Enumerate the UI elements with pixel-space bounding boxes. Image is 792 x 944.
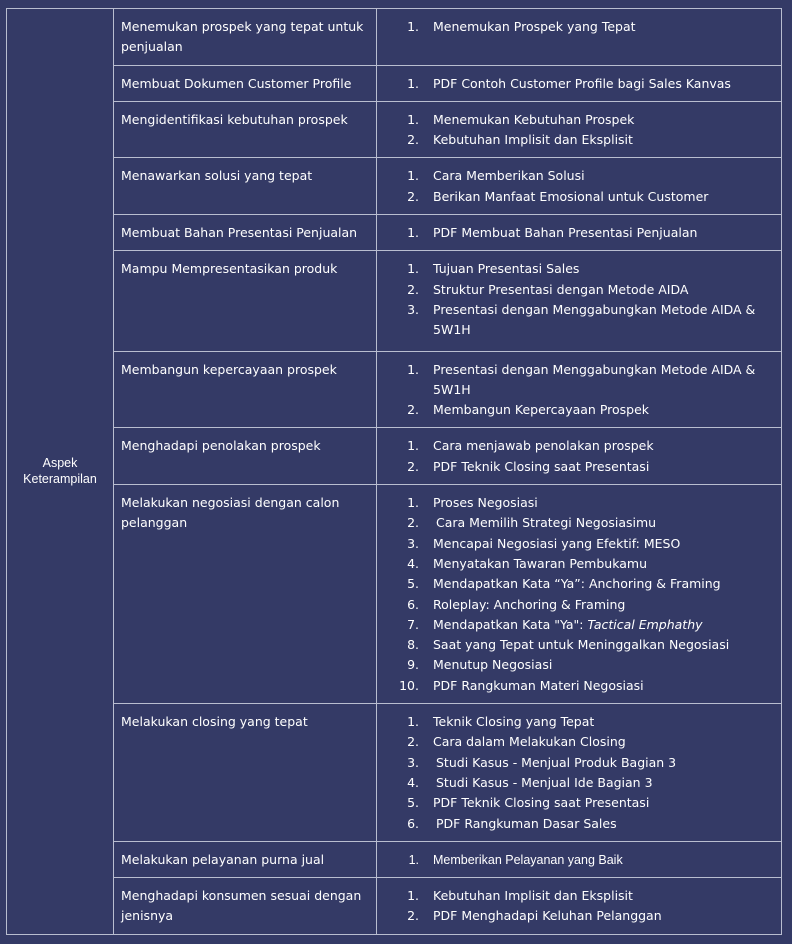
item-text: PDF Membuat Bahan Presentasi Penjualan — [433, 225, 698, 241]
item-text: Cara dalam Melakukan Closing — [433, 734, 626, 750]
aspect-label: Aspek Keterampilan — [23, 456, 97, 487]
skill-cell — [114, 158, 377, 215]
table-row — [7, 704, 782, 842]
item-number: 1. — [407, 495, 419, 511]
list-item — [389, 732, 773, 752]
item-number: 2. — [407, 458, 419, 474]
item-number: 1. — [407, 168, 419, 184]
item-number: 4. — [407, 774, 419, 790]
table-row — [7, 878, 782, 935]
list-item — [389, 712, 773, 732]
list-item — [389, 773, 773, 793]
skill-cell — [114, 9, 377, 66]
skill-cell — [114, 704, 377, 842]
item-text: Kebutuhan Implisit dan Eksplisit — [433, 888, 633, 904]
skill-cell — [114, 215, 377, 251]
item-number: 2. — [407, 734, 419, 750]
skill-label: Menemukan prospek yang tepat untuk penjualan — [121, 19, 364, 55]
item-number: 3. — [407, 301, 419, 317]
item-text: PDF Rangkuman Dasar Sales — [436, 815, 617, 831]
skill-cell — [114, 65, 377, 101]
list-item — [389, 17, 773, 37]
list-item — [389, 223, 773, 243]
list-item — [389, 187, 773, 207]
item-number: 9. — [407, 657, 419, 673]
list-item — [389, 554, 773, 574]
item-text: Saat yang Tepat untuk Meninggalkan Negosiasi — [433, 637, 730, 653]
list-item — [389, 300, 773, 341]
item-text: Mendapatkan Kata “Ya”: Anchoring & Framing — [433, 576, 721, 592]
topics-cell — [377, 215, 782, 251]
item-number: 3. — [407, 754, 419, 770]
curriculum-table — [6, 8, 782, 935]
skill-label: Mampu Mempresentasikan produk — [121, 261, 338, 277]
skill-cell — [114, 101, 377, 158]
skill-label: Melakukan pelayanan purna jual — [121, 851, 325, 867]
list-item — [389, 130, 773, 150]
item-number: 2. — [407, 281, 419, 297]
list-item — [389, 436, 773, 456]
item-text: Struktur Presentasi dengan Metode AIDA — [433, 281, 689, 297]
list-item — [389, 850, 773, 870]
table-row — [7, 351, 782, 428]
item-number: 1. — [407, 361, 419, 377]
list-item — [389, 886, 773, 906]
list-item — [389, 360, 773, 401]
item-text: PDF Teknik Closing saat Presentasi — [433, 795, 650, 811]
table-row — [7, 215, 782, 251]
skill-label: Membuat Bahan Presentasi Penjualan — [121, 225, 358, 241]
skill-cell — [114, 485, 377, 704]
item-number: 1. — [407, 261, 419, 277]
item-number: 5. — [407, 795, 419, 811]
list-item — [389, 635, 773, 655]
item-number: 1. — [407, 714, 419, 730]
item-number: 7. — [407, 616, 419, 632]
list-item — [389, 400, 773, 420]
item-text: Mencapai Negosiasi yang Efektif: MESO — [433, 535, 681, 551]
list-item — [389, 906, 773, 926]
item-text: Studi Kasus - Menjual Produk Bagian 3 — [436, 754, 677, 770]
topics-cell — [377, 65, 782, 101]
table-row — [7, 251, 782, 351]
skill-cell — [114, 841, 377, 877]
item-number: 2. — [407, 402, 419, 418]
list-item — [389, 814, 773, 834]
item-text: PDF Teknik Closing saat Presentasi — [433, 458, 650, 474]
item-number: 3. — [407, 535, 419, 551]
item-text: Studi Kasus - Menjual Ide Bagian 3 — [436, 774, 653, 790]
item-text: Membangun Kepercayaan Prospek — [433, 402, 650, 418]
skill-cell — [114, 878, 377, 935]
item-number: 2. — [407, 908, 419, 924]
list-item — [389, 493, 773, 513]
list-item — [389, 280, 773, 300]
topics-cell — [377, 251, 782, 351]
item-number: 1. — [407, 888, 419, 904]
topics-cell — [377, 9, 782, 66]
list-item — [389, 574, 773, 594]
table-row — [7, 65, 782, 101]
item-text: Berikan Manfaat Emosional untuk Customer — [433, 188, 709, 204]
item-number: 1. — [407, 111, 419, 127]
list-item — [389, 655, 773, 675]
item-number: 10. — [399, 677, 419, 693]
item-text: Memberikan Pelayanan yang Baik — [433, 852, 623, 867]
item-text: Cara Memberikan Solusi — [433, 168, 585, 184]
item-text: Teknik Closing yang Tepat — [433, 714, 595, 730]
skill-label: Membangun kepercayaan prospek — [121, 361, 337, 377]
item-number: 8. — [407, 637, 419, 653]
item-number: 1. — [408, 852, 419, 867]
item-text: Roleplay: Anchoring & Framing — [433, 596, 626, 612]
topics-cell — [377, 158, 782, 215]
topics-cell — [377, 704, 782, 842]
table-row — [7, 101, 782, 158]
item-text: PDF Menghadapi Keluhan Pelanggan — [433, 908, 662, 924]
topics-cell — [377, 485, 782, 704]
list-item — [389, 74, 773, 94]
skill-label: Menghadapi konsumen sesuai dengan jenisnya — [121, 888, 362, 924]
list-item — [389, 595, 773, 615]
item-number: 1. — [407, 19, 419, 34]
item-number: 1. — [407, 225, 419, 241]
list-item — [389, 110, 773, 130]
item-number: 2. — [407, 188, 419, 204]
item-number: 2. — [407, 515, 419, 531]
item-text: Menemukan Kebutuhan Prospek — [433, 111, 635, 127]
table-row — [7, 428, 782, 485]
topics-cell — [377, 101, 782, 158]
table-row — [7, 485, 782, 704]
skill-label: Melakukan closing yang tepat — [121, 714, 308, 730]
item-number: 5. — [407, 576, 419, 592]
table-row — [7, 158, 782, 215]
skill-label: Menawarkan solusi yang tepat — [121, 168, 313, 184]
item-text: Menemukan Prospek yang Tepat — [433, 19, 636, 34]
skill-label: Membuat Dokumen Customer Profile — [121, 75, 352, 91]
list-item — [389, 534, 773, 554]
list-item — [389, 457, 773, 477]
aspect-cell — [7, 9, 114, 935]
item-text-prefix: Mendapatkan Kata "Ya": — [433, 616, 588, 632]
skill-cell — [114, 351, 377, 428]
item-number: 2. — [407, 132, 419, 148]
skill-label: Menghadapi penolakan prospek — [121, 438, 321, 454]
list-item — [389, 513, 773, 533]
item-number: 6. — [407, 815, 419, 831]
topics-cell — [377, 878, 782, 935]
item-text: PDF Contoh Customer Profile bagi Sales Kanvas — [433, 75, 731, 91]
topics-cell — [377, 841, 782, 877]
item-number: 6. — [407, 596, 419, 612]
list-item — [389, 166, 773, 186]
item-text: Menutup Negosiasi — [433, 657, 553, 673]
skill-label: Melakukan negosiasi dengan calon pelanggan — [121, 495, 340, 531]
item-text: Menyatakan Tawaran Pembukamu — [433, 555, 647, 571]
skill-cell — [114, 428, 377, 485]
list-item — [389, 259, 773, 279]
item-text: Cara menjawab penolakan prospek — [433, 438, 654, 454]
item-number: 4. — [407, 555, 419, 571]
item-text-italic: Tactical Emphathy — [587, 616, 703, 632]
item-number: 1. — [407, 75, 419, 91]
item-text: Proses Negosiasi — [433, 495, 538, 511]
item-text: Kebutuhan Implisit dan Eksplisit — [433, 132, 633, 148]
skill-label: Mengidentifikasi kebutuhan prospek — [121, 111, 348, 127]
item-text: Tujuan Presentasi Sales — [433, 261, 580, 277]
item-text: Presentasi dengan Menggabungkan Metode AIDA & 5W1H — [433, 361, 756, 397]
item-text: PDF Rangkuman Materi Negosiasi — [433, 677, 644, 693]
item-text: Presentasi dengan Menggabungkan Metode AIDA & 5W1H — [433, 301, 756, 338]
list-item — [389, 615, 773, 635]
table-row — [7, 841, 782, 877]
list-item — [389, 753, 773, 773]
skill-cell — [114, 251, 377, 351]
table-row — [7, 9, 782, 66]
item-number: 1. — [407, 438, 419, 454]
topics-cell — [377, 428, 782, 485]
list-item — [389, 793, 773, 813]
item-text: Cara Memilih Strategi Negosiasimu — [436, 515, 657, 531]
topics-cell — [377, 351, 782, 428]
list-item — [389, 676, 773, 696]
item-text — [433, 615, 773, 635]
